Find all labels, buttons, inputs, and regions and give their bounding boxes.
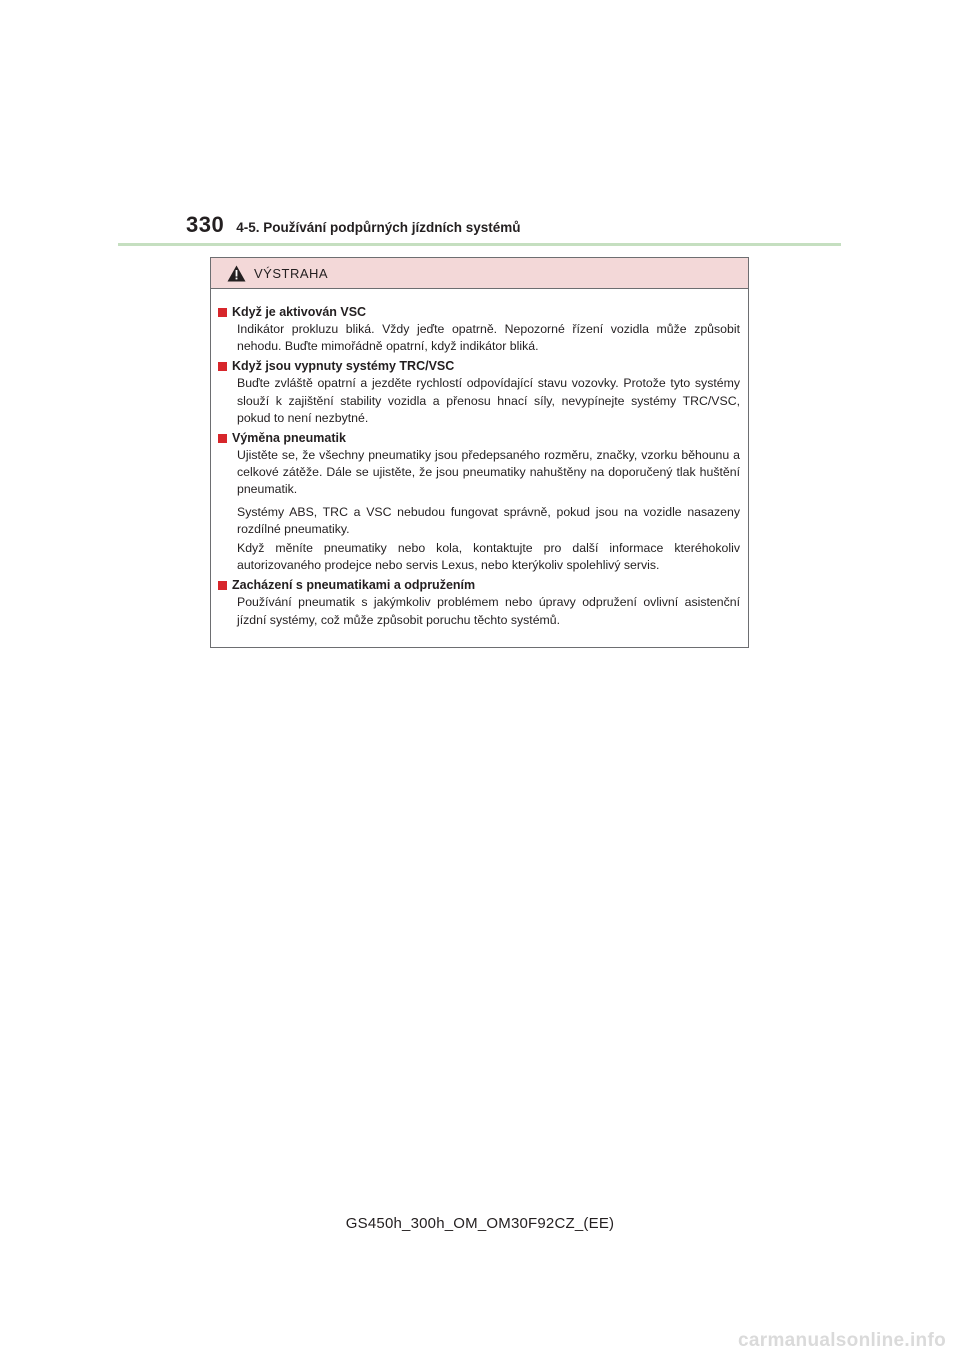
page-number: 330 [186, 212, 225, 237]
warning-title: VÝSTRAHA [254, 265, 329, 281]
page-header [186, 212, 521, 238]
warning-item-paragraph: Buďte zvláště opatrní a jezděte rychlostí odpovídající stavu vozovky. Protože tyto systémy slouží k zajištění stability vozidla a přenosu hnací síly, nevypínejte systémy TRC/VSC, pokud to není nezbytné. [237, 376, 740, 425]
warning-item-heading-text: Výměna pneumatik [232, 431, 346, 446]
warning-item-heading-text: Když jsou vypnuty systémy TRC/VSC [232, 359, 455, 374]
warning-body [211, 289, 748, 629]
header-divider [118, 243, 841, 246]
warning-item-heading [218, 357, 740, 375]
document-code-footer: GS450h_300h_OM_OM30F92CZ_(EE) [345, 1215, 615, 1232]
warning-item-paragraph: Indikátor prokluzu bliká. Vždy jeďte opatrně. Nepozorné řízení vozidla může způsobit nehodu. Buďte mimořádně opatrní, když indikátor bliká. [237, 322, 740, 354]
warning-item-paragraph: Ujistěte se, že všechny pneumatiky jsou předepsaného rozměru, značky, vzorku běhounu a celkové zátěže. Dále se ujistěte, že jsou pneumatiky nahuštěny na doporučený tlak huštění pneumatik. [237, 448, 740, 497]
warning-triangle-icon [227, 265, 246, 282]
warning-item-heading-text: Zacházení s pneumatikami a odpružením [232, 578, 476, 593]
section-title: 4-5. Používání podpůrných jízdních systémů [236, 220, 521, 235]
red-square-bullet-icon [218, 362, 227, 371]
warning-item-paragraph: Systémy ABS, TRC a VSC nebudou fungovat správně, pokud jsou na vozidle nasazeny rozdílné pneumatiky. [237, 504, 740, 536]
red-square-bullet-icon [218, 581, 227, 590]
watermark-link[interactable]: carmanualsonline.info [738, 1330, 946, 1351]
warning-item-heading [218, 429, 740, 447]
red-square-bullet-icon [218, 434, 227, 443]
warning-item-heading-text: Když je aktivován VSC [232, 305, 367, 319]
warning-box [210, 257, 749, 648]
warning-header [211, 258, 748, 289]
warning-item-heading [218, 303, 740, 321]
red-square-bullet-icon [218, 308, 227, 317]
warning-item-paragraph: Používání pneumatik s jakýmkoliv problémem nebo úpravy odpružení ovlivní asistenční jízdní systémy, což může způsobit poruchu těchto systémů. [237, 595, 740, 627]
warning-item-heading [218, 576, 740, 594]
warning-item-paragraph: Když měníte pneumatiky nebo kola, kontaktujte pro další informace kteréhokoliv autorizovaného prodejce nebo servis Lexus, nebo kterýkoliv spolehlivý servis. [237, 541, 740, 573]
